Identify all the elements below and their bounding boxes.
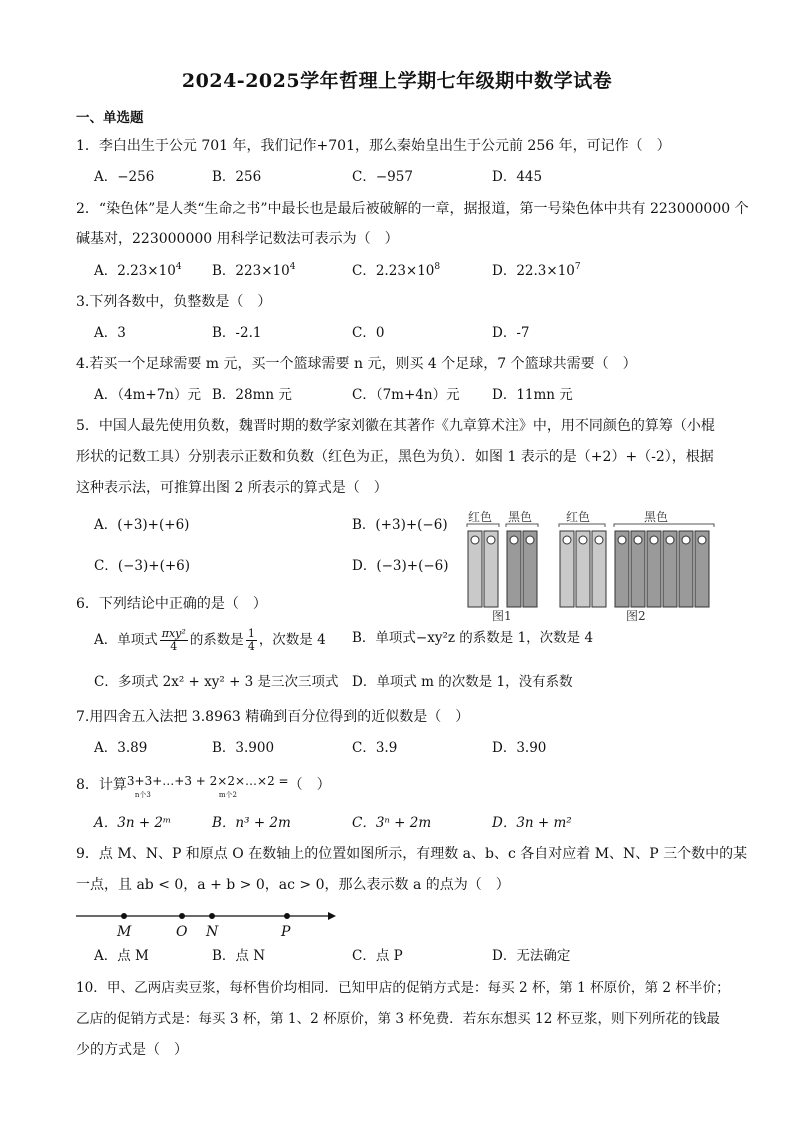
counting-rod-hole: [595, 536, 603, 544]
q5-option-d: D．(−3)+(−6): [352, 558, 449, 574]
counting-rod-hole: [650, 536, 658, 544]
q2-option-a: A．$2.23\times 10^4$: [94, 262, 182, 279]
number-line-arrow: [328, 912, 336, 920]
counting-rod-hole: [471, 536, 479, 544]
point-p: [284, 913, 290, 919]
q3-option-c: C．0: [352, 325, 385, 341]
question-6-stem: 6．下列结论中正确的是（ ）: [76, 596, 267, 612]
q8-option-a: A．3n + 2ᵐ: [94, 815, 172, 831]
question-5-stem-line2: 形状的记数工具）分别表示正数和负数（红色为正，黑色为负）．如图 1 表示的是（+2）+（-2），根据: [76, 449, 714, 465]
fig2-red-label: 红色: [566, 510, 591, 524]
q1-option-b: B．256: [212, 169, 262, 185]
q5-option-b: B．(+3)+(−6): [352, 517, 448, 533]
q4-option-b: B．28mn 元: [212, 387, 292, 403]
question-10-stem-line1: 10．甲、乙两店卖豆浆，每杯售价均相同．已知甲店的促销方式是：每买 2 杯，第 1 杯原价，第 2 杯半价；: [76, 980, 730, 996]
q5-option-c: C．(−3)+(+6): [94, 558, 191, 574]
q1-option-a: A．−256: [94, 169, 155, 185]
q7-option-b: B．3.900: [212, 740, 275, 756]
q9-option-b: B．点 N: [212, 948, 266, 964]
q6-option-c: C．多项式 2x² + xy² + 3 是三次三项式: [94, 674, 339, 690]
counting-rod-hole: [666, 536, 674, 544]
counting-rod-hole: [698, 536, 706, 544]
counting-rod-hole: [526, 536, 534, 544]
q7-option-a: A．3.89: [94, 740, 148, 756]
question-10-stem-line3: 少的方式是（ ）: [76, 1042, 188, 1058]
number-line-figure: [76, 904, 341, 940]
counting-rods-figure: [462, 505, 720, 627]
q6-a-coefficient: $\frac{1}{4}$: [247, 627, 255, 653]
q6-a-fraction: $\frac{\text{πxy²}}{4}$: [161, 627, 186, 653]
question-8-stem: 8．计算3+3+…+3 + 2×2×…×2 = n个3 m个2 （ ）: [76, 775, 331, 795]
q1-option-d: D．445: [492, 169, 543, 185]
q4-option-c: C．（7m+4n）元: [352, 387, 460, 403]
q9-option-d: D．无法确定: [492, 948, 571, 964]
q1-option-c: C．−957: [352, 169, 413, 185]
section-heading: 一、单选题: [76, 110, 144, 126]
q6-option-a: A．单项式 $\frac{\text{πxy²}}{4}$ 的系数是 $\frac{1}{4}$ ，次数是 4: [94, 627, 326, 653]
label-m: M: [117, 924, 132, 940]
q8-option-b: B．n³ + 2m: [212, 815, 291, 831]
question-7-stem: 7.用四舍五入法把 3.8963 精确到百分位得到的近似数是（ ）: [76, 709, 470, 725]
counting-rod-hole: [579, 536, 587, 544]
fig2-caption: 图2: [626, 609, 646, 623]
question-5-stem-line3: 这种表示法，可推算出图 2 所表示的算式是（ ）: [76, 480, 388, 496]
counting-rod-hole: [510, 536, 518, 544]
counting-rods: [468, 531, 709, 607]
q8-expression: 3+3+…+3 + 2×2×…×2 =: [126, 774, 289, 788]
q8-underbrace-2: m个2: [218, 791, 238, 799]
q7-option-c: C．3.9: [352, 740, 398, 756]
q8-option-d: D．3n + m²: [492, 815, 572, 831]
label-n: N: [206, 924, 219, 940]
q4-option-a: A．（4m+7n）元: [94, 387, 201, 403]
fig2-black-label: 黑色: [644, 510, 669, 524]
q4-option-d: D．11mn 元: [492, 387, 573, 403]
q8-underbrace-1: n个3: [134, 791, 151, 799]
q6-option-b: B．单项式−xy²z 的系数是 1，次数是 4: [352, 630, 594, 646]
q9-option-c: C．点 P: [352, 948, 403, 964]
counting-rod-hole: [618, 536, 626, 544]
q3-option-b: B．-2.1: [212, 325, 262, 341]
q8-option-c: C．3ⁿ + 2m: [352, 815, 432, 831]
q7-option-d: D．3.90: [492, 740, 547, 756]
counting-rod-hole: [487, 536, 495, 544]
question-5-stem-line1: 5．中国人最先使用负数，魏晋时期的数学家刘徽在其著作《九章算术注》中，用不同颜色的算筹（小棍: [76, 418, 715, 434]
question-9-stem-line1: 9．点 M、N、P 和原点 O 在数轴上的位置如图所示，有理数 a、b、c 各自对应着 M、N、P 三个数中的某: [76, 846, 748, 862]
q3-option-d: D．-7: [492, 325, 530, 341]
fig1-caption: 图1: [492, 609, 512, 623]
question-2-stem-line1: 2．“染色体”是人类“生命之书”中最长也是最后被破解的一章，据报道，第一号染色体中共有 223000000 个: [76, 201, 749, 217]
question-3-stem: 3.下列各数中，负整数是（ ）: [76, 294, 272, 310]
point-o: [179, 913, 185, 919]
counting-rod-hole: [682, 536, 690, 544]
q5-option-a: A．(+3)+(+6): [94, 517, 190, 533]
question-4-stem: 4.若买一个足球需要 m 元，买一个篮球需要 n 元，则买 4 个足球，7 个篮球共需要（ ）: [76, 356, 637, 372]
point-n: [209, 913, 215, 919]
q2-option-b: B．$223\times 10^4$: [212, 262, 296, 279]
question-2-stem-line2: 碱基对，223000000 用科学记数法可表示为（ ）: [76, 231, 399, 247]
label-o: O: [176, 924, 188, 940]
question-10-stem-line2: 乙店的促销方式是：每买 3 杯，第 1、2 杯原价，第 3 杯免费．若东东想买 12 杯豆浆，则下列所花的钱最: [76, 1011, 720, 1027]
question-9-stem-line2: 一点，且 ab < 0，a + b > 0，ac > 0，那么表示数 a 的点为（ ）: [76, 877, 510, 893]
counting-rod-hole: [563, 536, 571, 544]
page-title: 2024-2025学年哲理上学期七年级期中数学试卷: [181, 70, 613, 92]
q9-option-a: A．点 M: [94, 948, 149, 964]
q2-option-c: C．$2.23\times 10^8$: [352, 262, 441, 279]
q2-option-d: D．$22.3\times 10^7$: [492, 262, 581, 279]
fig1-black-label: 黑色: [508, 510, 533, 524]
point-m: [121, 913, 127, 919]
counting-rod-hole: [634, 536, 642, 544]
question-1-stem: 1．李白出生于公元 701 年，我们记作+701，那么秦始皇出生于公元前 256 年，可记作（ ）: [76, 138, 671, 154]
label-p: P: [281, 924, 291, 940]
fig1-red-label: 红色: [468, 510, 493, 524]
q6-option-d: D．单项式 m 的次数是 1，没有系数: [352, 674, 573, 690]
q3-option-a: A．3: [94, 325, 126, 341]
